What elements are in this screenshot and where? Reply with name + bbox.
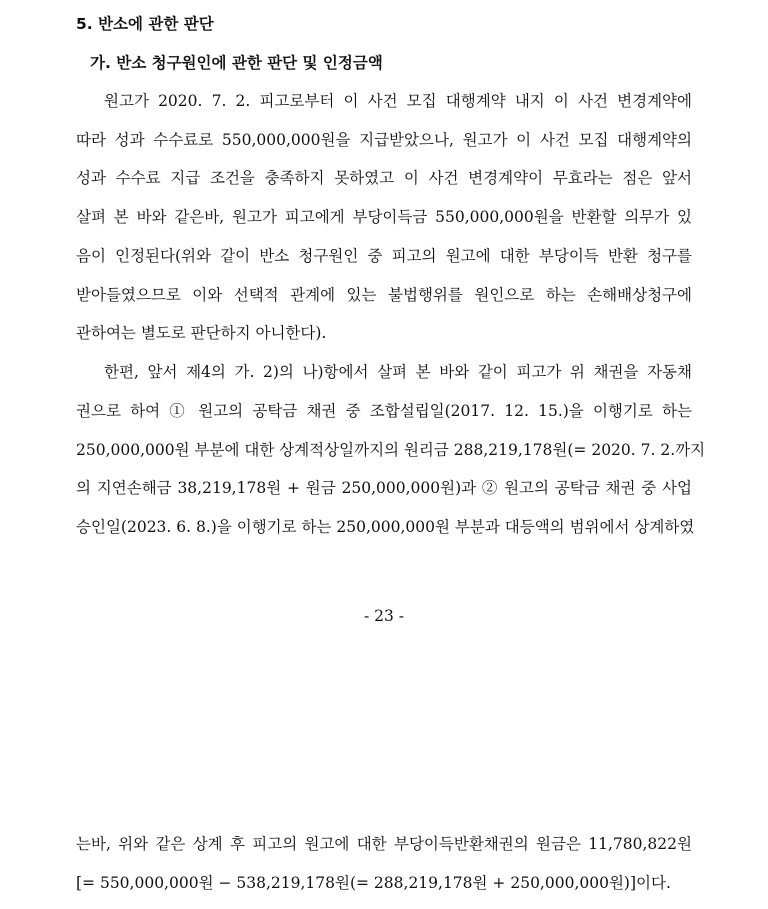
page-number: - 23 -	[363, 607, 405, 625]
section-subheading: 가. 반소 청구원인에 관한 판단 및 인정금액	[90, 54, 383, 72]
paragraph-line: 따라 성과 수수료로 550,000,000원을 지급받았으나, 원고가 이 사건 모집 대행계약의	[76, 131, 692, 149]
paragraph-line: 원고가 2020. 7. 2. 피고로부터 이 사건 모집 대행계약 내지 이 사건 변경계약에	[104, 92, 692, 110]
paragraph-line: 한편, 앞서 제4의 가. 2)의 나)항에서 살펴 본 바와 같이 피고가 위 채권을 자동채	[104, 363, 692, 381]
paragraph-line: 받아들였으므로 이와 선택적 관계에 있는 불법행위를 원인으로 하는 손해배상청구에	[76, 286, 692, 304]
paragraph-line: 관하여는 별도로 판단하지 아니한다).	[76, 324, 327, 342]
section-heading: 5. 반소에 관한 판단	[76, 15, 214, 33]
paragraph-line: 성과 수수료 지급 조건을 충족하지 못하였고 이 사건 변경계약이 무효라는 점은 앞서	[76, 169, 692, 187]
paragraph-line: [= 550,000,000원 − 538,219,178원(= 288,219,178원 + 250,000,000원)]이다.	[76, 874, 671, 892]
paragraph-line: 250,000,000원 부분에 대한 상계적상일까지의 원리금 288,219,178원(= 2020. 7. 2.까지	[76, 441, 706, 459]
paragraph-line: 음이 인정된다(위와 같이 반소 청구원인 중 피고의 원고에 대한 부당이득 반환 청구를	[76, 247, 692, 265]
paragraph-line: 의 지연손해금 38,219,178원 + 원금 250,000,000원)과 ② 원고의 공탁금 채권 중 사업	[76, 479, 692, 497]
paragraph-line: 는바, 위와 같은 상계 후 피고의 원고에 대한 부당이득반환채권의 원금은 11,780,822원	[76, 835, 692, 853]
paragraph-line: 승인일(2023. 6. 8.)을 이행기로 하는 250,000,000원 부분과 대등액의 범위에서 상계하였	[76, 518, 695, 536]
paragraph-line: 권으로 하여 ① 원고의 공탁금 채권 중 조합설립일(2017. 12. 15.)을 이행기로 하는	[76, 402, 692, 420]
paragraph-line: 살펴 본 바와 같은바, 원고가 피고에게 부당이득금 550,000,000원을 반환할 의무가 있	[76, 208, 692, 226]
